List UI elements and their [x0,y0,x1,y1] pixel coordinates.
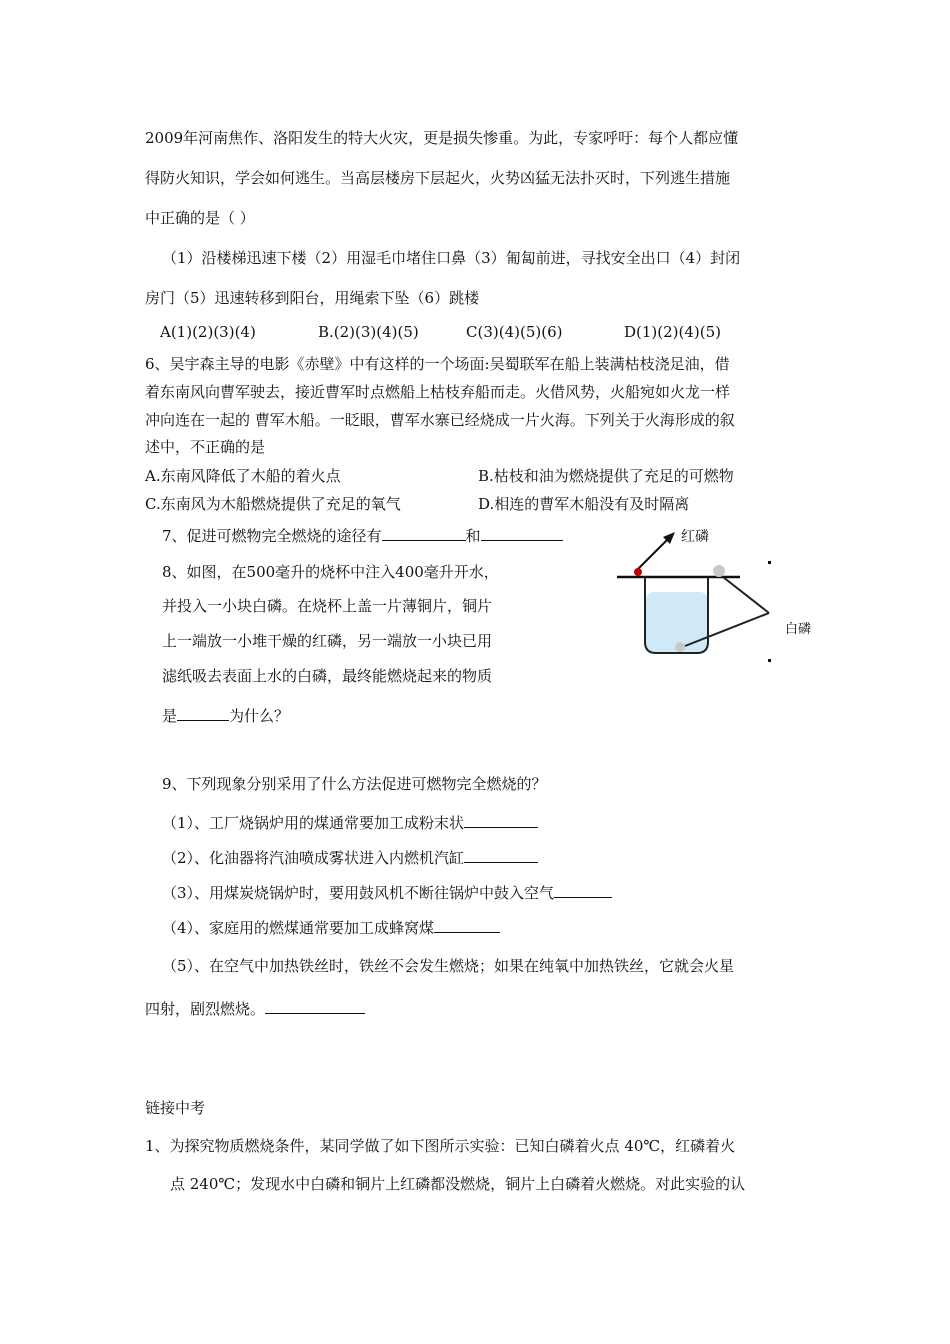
q6-option-d: D.相连的曹军木船没有及时隔离 [478,495,690,513]
q9-item-1 [162,811,538,833]
label-white-phosphorus: 白磷 [785,622,812,637]
q9-item-5-line-1: （5）、在空气中加热铁丝时，铁丝不会发生燃烧；如果在纯氧中加热铁丝，它就会火星 [162,957,735,975]
q9-blank-4[interactable] [434,916,500,933]
q8-line-4: 滤纸吸去表面上水的白磷，最终能燃烧起来的物质 [162,667,493,685]
q8-line-5a: 是 [162,707,178,725]
q9-item-5-text: 四射，剧烈燃烧。 [145,1000,266,1018]
q9-title: 9、下列现象分别采用了什么方法促进可燃物完全燃烧的？ [162,775,547,793]
q6-option-a: A.东南风降低了木船的着火点 [145,467,341,485]
q6-line-2: 着东南风向曹军驶去，接近曹军时点燃船上枯枝弃船而走。火借风势，火船宛如火龙一样 [145,383,731,401]
q8-line-2: 并投入一小块白磷。在烧杯上盖一片薄铜片，铜片 [162,597,493,615]
q9-item-1-text: （1）、工厂烧锅炉用的煤通常要加工成粉末状 [162,814,465,832]
q9-blank-1[interactable] [464,811,538,828]
white-phosphorus-on-sheet [713,565,725,577]
mark-bottom [768,659,771,662]
q6-line-4: 述中，不正确的是 [145,438,266,456]
q6-option-b: B.枯枝和油为燃烧提供了充足的可燃物 [478,467,734,485]
q8-line-5 [162,704,289,726]
q9-blank-2[interactable] [464,846,538,863]
arrow-line [637,536,671,570]
q7-blank-1[interactable] [382,524,466,541]
q8-line-1: 8、如图，在500毫升的烧杯中注入400毫升开水， [162,563,499,581]
intro-option-a: A(1)(2)(3)(4) [160,323,256,341]
q9-item-5-line-2 [145,997,365,1019]
intro-option-d: D(1)(2)(4)(5) [624,323,722,341]
q8-line-5b: 为什么？ [229,707,290,725]
intro-option-c: C(3)(4)(5)(6) [466,323,563,341]
q7-blank-2[interactable] [481,524,563,541]
red-phosphorus [634,568,642,576]
q9-item-2-text: （2）、化油器将汽油喷成雾状进入内燃机汽缸 [162,849,465,867]
white-phosphorus-in-water [675,642,685,652]
q9-item-2 [162,846,538,868]
q9-item-3-text: （3）、用煤炭烧锅炉时，要用鼓风机不断往锅炉中鼓入空气 [162,884,555,902]
q9-item-4-text: （4）、家庭用的燃煤通常要加工成蜂窝煤 [162,919,435,937]
link-line-2: 点 240℃；发现水中白磷和铜片上红磷都没燃烧，铜片上白磷着火燃烧。对此实验的认 [170,1175,746,1193]
q6-line-3: 冲向连在一起的 曹军木船。一眨眼，曹军水寨已经烧成一片火海。下列关于火海形成的叙 [145,411,735,429]
q7-and: 和 [465,527,481,545]
intro-line-1: 2009年河南焦作、洛阳发生的特大火灾，更是损失惨重。为此，专家呼吁：每个人都应懂 [145,129,739,147]
link-title: 链接中考 [145,1099,206,1117]
q7-text: 7、促进可燃物完全燃烧的途径有 [162,527,382,545]
intro-line-4: （1）沿楼梯迅速下楼（2）用湿毛巾堵住口鼻（3）匍匐前进，寻找安全出口（4）封闭 [162,249,741,267]
q9-blank-3[interactable] [554,881,612,898]
q9-item-4 [162,916,500,938]
label-red-phosphorus: 红磷 [681,529,709,545]
q6-option-c: C.东南风为木船燃烧提供了充足的氧气 [145,495,401,513]
intro-option-b: B.(2)(3)(4)(5) [318,323,419,341]
leader-line-1 [723,577,769,613]
q9-item-3 [162,881,612,903]
q8-line-3: 上一端放一小堆干燥的红磷，另一端放一小块已用 [162,632,493,650]
link-line-1: 1、为探究物质燃烧条件，某同学做了如下图所示实验：已知白磷着火点 40℃，红磷着火 [145,1137,736,1155]
q7-line [162,524,563,546]
q8-blank[interactable] [177,704,229,721]
intro-line-2: 得防火知识，学会如何逃生。当高层楼房下层起火，火势凶猛无法扑灭时，下列逃生措施 [145,169,731,187]
beaker-figure [605,520,825,670]
mark-top [768,561,771,564]
q9-blank-5[interactable] [265,997,365,1014]
intro-line-5: 房门（5）迅速转移到阳台，用绳索下坠（6）跳楼 [145,289,480,307]
q6-line-1: 6、吴宇森主导的电影《赤壁》中有这样的一个场面:吴蜀联军在船上装满枯枝浇足油，借 [145,355,730,373]
intro-line-3: 中正确的是（ ） [145,209,255,227]
